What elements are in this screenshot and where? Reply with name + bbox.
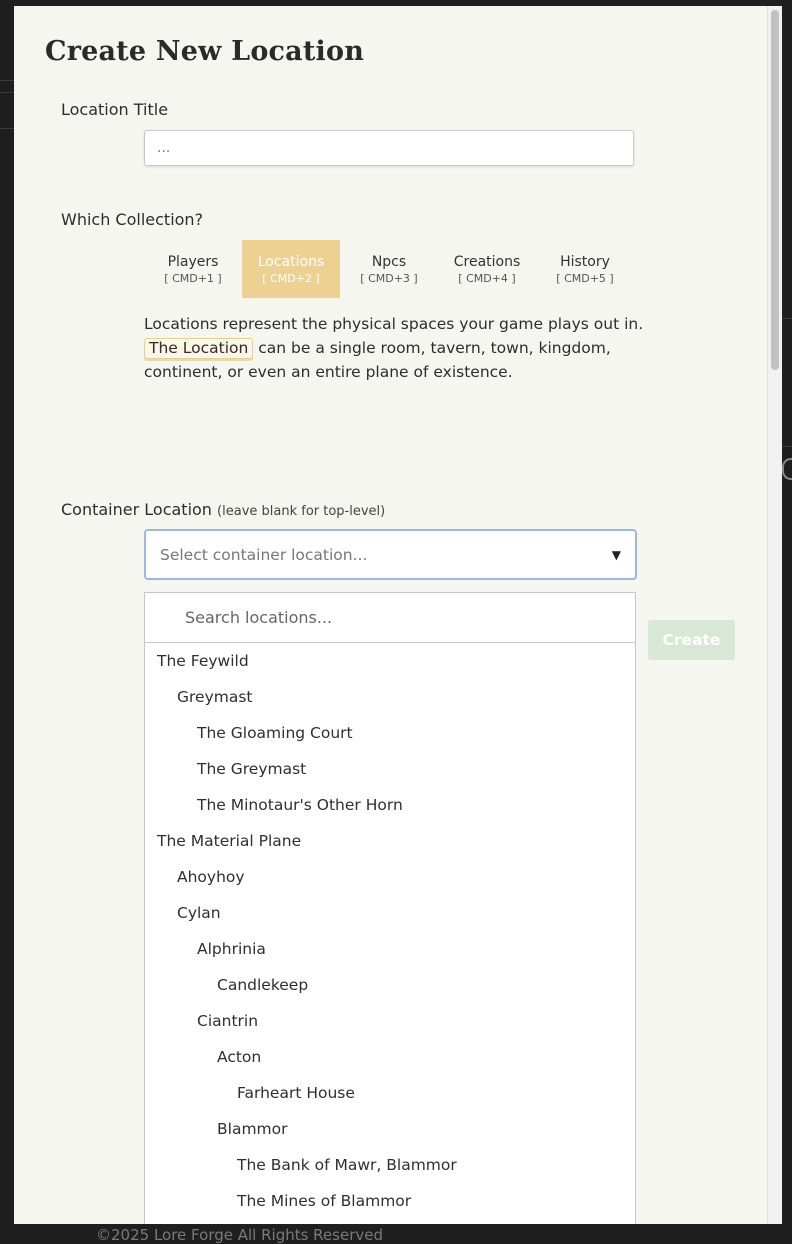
container-location-select[interactable] xyxy=(144,529,637,580)
location-option[interactable]: Farheart House xyxy=(237,1084,355,1102)
background-divider xyxy=(782,318,792,319)
location-title-input[interactable] xyxy=(144,130,634,166)
tab-label: History xyxy=(560,253,610,270)
location-option[interactable]: Ciantrin xyxy=(197,1012,259,1030)
location-option[interactable]: The Material Plane xyxy=(157,832,302,850)
location-option[interactable]: The Greymast xyxy=(197,760,307,778)
background-divider xyxy=(0,92,14,93)
tab-shortcut: [ CMD+3 ] xyxy=(360,271,418,285)
collection-label: Which Collection? xyxy=(61,210,204,229)
tab-npcs[interactable] xyxy=(340,240,438,298)
create-button[interactable]: Create xyxy=(648,620,735,660)
description-text: Locations represent the physical spaces your game plays out in. xyxy=(144,315,644,333)
tab-shortcut: [ CMD+5 ] xyxy=(556,271,614,285)
background-divider xyxy=(782,446,792,447)
location-option[interactable]: Ahoyhoy xyxy=(177,868,245,886)
tab-shortcut: [ CMD+2 ] xyxy=(262,271,320,285)
location-dropdown xyxy=(144,592,636,1224)
scrollbar-thumb[interactable] xyxy=(771,10,779,370)
location-option[interactable]: Acton xyxy=(217,1048,262,1066)
tab-label: Locations xyxy=(257,253,325,270)
create-location-modal xyxy=(14,6,782,1224)
tab-shortcut: [ CMD+1 ] xyxy=(164,271,222,285)
location-options xyxy=(145,643,635,1224)
location-option[interactable]: Alphrinia xyxy=(197,940,266,958)
description-text: can be a single room, tavern, town, kingdom, continent, or even an entire plane of existence. xyxy=(144,339,611,381)
container-location-label xyxy=(61,500,385,519)
tab-label: Creations xyxy=(453,253,521,270)
modal-scrollbar[interactable] xyxy=(767,6,782,1224)
location-option[interactable] xyxy=(145,1219,635,1224)
background-icon xyxy=(782,458,792,480)
background-divider xyxy=(0,128,14,129)
location-option[interactable]: The Bank of Mawr, Blammor xyxy=(237,1156,457,1174)
container-label-hint: (leave blank for top-level) xyxy=(217,504,386,519)
location-option[interactable]: The Minotaur's Other Horn xyxy=(197,796,403,814)
location-option[interactable]: Blammor xyxy=(217,1120,288,1138)
tab-locations[interactable] xyxy=(242,240,340,298)
location-option[interactable]: Candlekeep xyxy=(217,976,309,994)
container-label-text: Container Location xyxy=(61,500,212,519)
location-option[interactable]: The Feywild xyxy=(157,652,249,670)
location-title-label: Location Title xyxy=(61,100,169,119)
tab-shortcut: [ CMD+4 ] xyxy=(458,271,516,285)
location-option[interactable]: Cylan xyxy=(177,904,221,922)
modal-title: Create New Location xyxy=(45,36,365,67)
search-locations-input[interactable] xyxy=(145,593,635,643)
tab-label: Npcs xyxy=(371,253,407,270)
tab-creations[interactable] xyxy=(438,240,536,298)
location-option[interactable]: Greymast xyxy=(177,688,253,706)
collection-tabs xyxy=(144,240,634,298)
chevron-down-icon: ▼ xyxy=(611,547,621,562)
tab-history[interactable] xyxy=(536,240,634,298)
location-option[interactable]: The Mines of Blammor xyxy=(237,1192,412,1210)
tab-players[interactable] xyxy=(144,240,242,298)
tab-label: Players xyxy=(167,253,219,270)
location-term-chip[interactable]: The Location xyxy=(144,338,253,359)
background-footer: ©2025 Lore Forge All Rights Reserved xyxy=(96,1226,383,1244)
select-placeholder: Select container location... xyxy=(160,545,368,564)
collection-description xyxy=(144,312,644,384)
location-option[interactable]: The Gloaming Court xyxy=(197,724,353,742)
background-divider xyxy=(0,80,14,81)
